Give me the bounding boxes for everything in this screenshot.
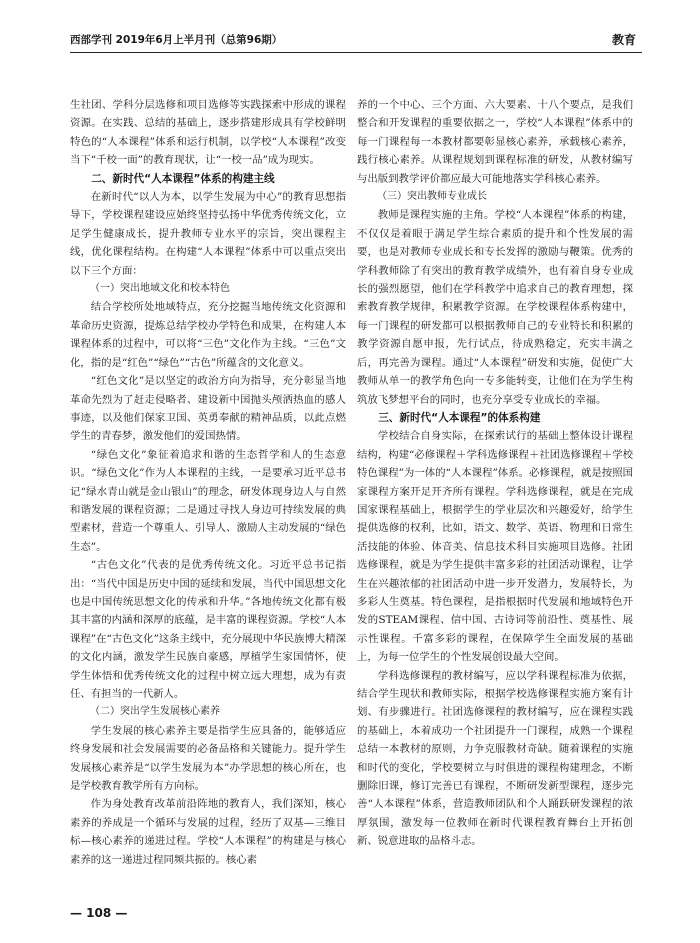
subsection-heading: （一）突出地域文化和校本特色 <box>90 283 230 295</box>
body-paragraph: 学校结合自身实际，在探索试行的基础上整体设计课程结构，构建“必修课程＋学科选修课程＋社团选修课程＋学校特色课程”为一体的“人本课程”体系。必修课程，就是按照国家课程方案开足开齐所有课程。学科选修课程，就是在完成国家课程基础上，根据学生的学业层次和兴趣爱好，给学生提供选修的权利，比如，语文、数学、英语、物理和日常生活技能的体验、体音美、信息技术科目实施项目选修。社团选修课程，就是为学生提供丰富多彩的社团活动课程，让学生在兴趣浓郁的社团活动中进一步开发潜力，发展特长，为多彩人生奠基。特色课程，是指根据时代发展和地域特色开发的STEAM课程、信中国、古诗词等前沿性、奠基性、展示性课程。千富多彩的课程，在保障学生全面发展的基础上，为每一位学生的个性发展创设最大空间。 <box>357 430 633 664</box>
section-label: 教育 <box>611 33 636 47</box>
running-header <box>70 30 642 53</box>
body-paragraph: 学生发展的核心素养主要是指学生应具备的，能够适应终身发展和社会发展需要的必备品格和关键能力。提升学生发展核心素养是“以学生发展为本”办学思想的核心所在，也是学校教育教学所有方向标。 <box>70 724 346 793</box>
page-number: — 108 — <box>70 906 128 920</box>
left-column <box>70 96 346 886</box>
body-paragraph: “红色文化”是以坚定的政治方向为指导，充分彰显当地革命先烈为了赶走侵略者、建设新中国抛头颅洒热血的感人事迹，以及他们保家卫国、英勇奉献的精神品质，以此点燃学生的青春梦，激发他们的爱国热情。 <box>70 375 346 443</box>
body-paragraph: 学科选修课程的教材编写，应以学科课程标准为依据，结合学生现状和教师实际，根据学校选修课程实施方案有计划、有步骤进行。社团选修课程的教材编写，应在课程实践的基础上，本着成功一个社团提升一门课程，成熟一个课程总结一本教材的原则，力争克服教材奇缺。随着课程的实施和时代的变化，学校要树立与时俱进的课程构建理念，不断删除旧课，修订完善已有课程，不断研发新型课程，逐步完善“人本课程”体系，营造教师团队和个人踊跃研发课程的浓厚氛围，激发每一位教师在新时代课程教育舞台上开拓创新、锐意进取的品格斗志。 <box>357 669 633 848</box>
body-paragraph: 生社团、学科分层选修和项目选修等实践探索中形成的课程资源。在实践、总结的基础上，逐步搭建形成具有学校鲜明特色的“人本课程”体系和运行机制，以学校“人本课程”改变当下“千校一面”的教育现状，让“一校一品”成为现实。 <box>70 99 346 167</box>
body-paragraph: “古色文化”代表的是优秀传统文化。习近平总书记指出：“当代中国是历史中国的延续和发展，当代中国思想文化也是中国传统思想文化的传承和升华。”各地传统文化都有极其丰富的内涵和深厚的底蕴，是丰富的课程资源。学校“人本课程”在“古色文化”这条主线中，充分展现中华民族博大精深的文化内涵，激发学生民族自豪感，厚植学生家国情怀，使学生体悟和优秀传统文化的过程中树立远大理想，成为有责任、有担当的一代新人。 <box>70 559 346 700</box>
body-paragraph: 作为身处教育改革前沿阵地的教育人，我们深知，核心素养的养成是一个循环与发展的过程，经历了双基—三维目标—核心素养的递进过程。学校“人本课程”的构建是与核心素养的这一递进过程同频共振的。核心素 <box>70 798 346 866</box>
right-column <box>357 96 633 886</box>
body-paragraph: 结合学校所处地域特点，充分挖掘当地传统文化资源和革命历史资源，提炼总结学校办学特色和成果，在构建人本课程体系的过程中，可以将“三色”文化作为主线。“三色”文化，指的是“红色”“绿色”“古色”所蕴含的文化意义。 <box>70 301 346 369</box>
body-paragraph: 在新时代“以人为本，以学生发展为中心”的教育思想指导下，学校课程建设应始终坚持弘扬中华优秀传统文化，立足学生健康成长，提升教师专业水平的宗旨，突出课程主线，优化课程结构。在构建“人本课程”体系中可以重点突出以下三个方面： <box>70 191 346 277</box>
subsection-heading: （三）突出教师专业成长 <box>377 191 487 203</box>
section-heading: 三、新时代“人本课程”的体系构建 <box>378 411 541 424</box>
subsection-heading: （二）突出学生发展核心素养 <box>90 706 220 718</box>
body-paragraph: 养的一个中心、三个方面、六大要素、十八个要点，是我们整合和开发课程的重要依据之一，学校“人本课程”体系中的每一门课程每一本教材都要彰显核心素养，承载核心素养，践行核心素养。从课程规划到课程标准的研发，从教材编写与出版到教学评价都应最大可能地落实学科核心素养。 <box>357 99 633 185</box>
journal-title: 西部学刊 2019年6月上半月刊（总第96期） <box>70 34 283 46</box>
body-paragraph: 教师是课程实施的主角。学校“人本课程”体系的构建，不仅仅是着眼于满足学生综合素质的提升和个性发展的需要，也是对教师专业成长和专长发挥的激励与鞭策。优秀的学科教师除了有突出的教育教学成绩外，也有着自身专业成长的强烈愿望，他们在学科教学中追求自己的教育理想，探索教育教学规律，积累教学资源。在学校课程体系构建中，每一门课程的研发都可以根据教师自己的专业特长和积累的教学资源自愿申报，先行试点，待成熟稳定，充实丰满之后，再完善为课程。通过“人本课程”研发和实施，促使广大教师从单一的教学角色向一专多能转变，让他们在为学生构筑放飞梦想平台的同时，也充分享受专业成长的幸福。 <box>357 209 633 406</box>
body-paragraph: “绿色文化”象征着追求和谐的生态哲学和人的生态意识。“绿色文化”作为人本课程的主线，一是要承习近平总书记“绿水青山就是金山银山”的理念，研发体现身边人与自然和谐发展的课程资源；二是通过寻找人身边可持续发展的典型素材，营造一个尊重人、引导人、激励人主动发展的“绿色生态”。 <box>70 448 346 553</box>
section-heading: 二、新时代“人本课程”体系的构建主线 <box>91 172 275 185</box>
